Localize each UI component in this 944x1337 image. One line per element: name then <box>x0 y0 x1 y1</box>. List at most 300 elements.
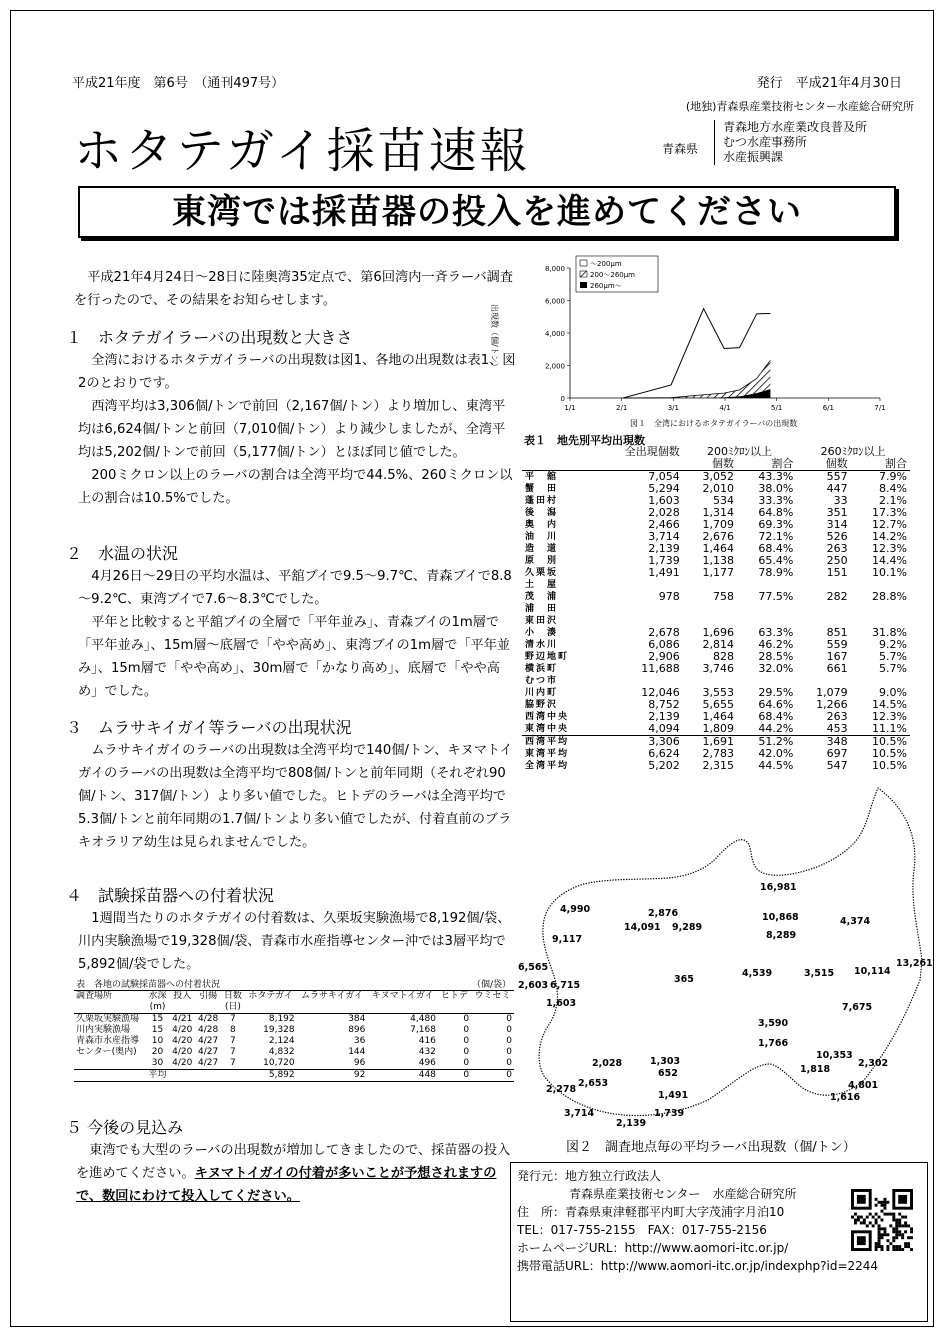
table-row <box>74 1058 514 1070</box>
table-cell: 6,624 <box>648 747 680 760</box>
table-cell: 12.3% <box>872 542 907 555</box>
station-value-label: 16,981 <box>760 882 797 893</box>
table-cell: 4,832 <box>268 1047 295 1057</box>
th-empty <box>522 458 594 471</box>
table-cell: 263 <box>826 542 848 555</box>
qr-code-icon <box>851 1189 913 1251</box>
x-tick-label: 6/1 <box>822 404 834 412</box>
table-cell: 559 <box>826 638 848 651</box>
table-cell: 3,052 <box>683 471 737 484</box>
table-cell: 1,809 <box>702 722 735 735</box>
table-cell: 2,139 <box>648 710 680 723</box>
table-row <box>522 603 910 615</box>
table-cell: 167 <box>826 650 848 663</box>
table-cell: 14.5% <box>872 698 907 711</box>
x-tick-label: 7/1 <box>874 404 886 412</box>
th-sub: (m) <box>146 1002 170 1014</box>
table-cell: 5.7% <box>879 662 907 675</box>
table-cell <box>74 1070 146 1082</box>
station-name: 小 湊 <box>525 628 559 638</box>
table-cell: 1,696 <box>702 626 735 639</box>
table-cell: 661 <box>826 662 848 675</box>
section-4-heading: ４ 試験採苗器への付着状況 <box>66 886 275 905</box>
station-value-label: 13,261 <box>896 958 933 969</box>
station-name: むつ市 <box>525 676 559 686</box>
table-cell: 2,678 <box>648 626 680 639</box>
place-name <box>74 1058 146 1070</box>
y-tick-label: 6,000 <box>544 297 565 306</box>
table-cell: 4/28 <box>198 1025 219 1035</box>
station-value-label: 9,117 <box>552 934 583 945</box>
table-cell: 384 <box>348 1014 366 1024</box>
table-cell: 10.5% <box>872 759 907 772</box>
station-name: 原 別 <box>525 556 559 566</box>
table-cell: 12.3% <box>872 710 907 723</box>
table-cell: 547 <box>826 759 848 772</box>
table-cell: 1,266 <box>816 698 848 711</box>
table-cell: 896 <box>348 1025 366 1035</box>
th-sub <box>169 1002 195 1014</box>
table-cell: 2.1% <box>879 494 907 507</box>
publisher-name-2: 青森県産業技術センター 水産総合研究所 <box>569 1187 797 1201</box>
table-cell: 7,054 <box>594 471 682 484</box>
table-cell: 1,709 <box>702 518 735 531</box>
table-cell: 2,124 <box>268 1036 295 1046</box>
table-cell: 平均 <box>146 1070 170 1082</box>
station-name: 東湾平均 <box>525 749 570 759</box>
station-value-label: 2,139 <box>616 1118 647 1129</box>
y-tick-label: 0 <box>560 395 565 403</box>
table-cell: 348 <box>796 736 850 749</box>
outlook-text: 東湾でも大型のラーバの出現数が増加してきましたので、採苗器の投入を進めてください。 <box>76 1143 511 1181</box>
table-cell: 0 <box>471 1070 514 1082</box>
table-cell: 0 <box>463 1025 470 1035</box>
table-cell <box>796 603 850 615</box>
th-sub <box>438 1002 471 1014</box>
table-cell: 697 <box>826 747 848 760</box>
table-cell: 1,177 <box>702 566 735 579</box>
station-value-label: 2,302 <box>858 1058 889 1069</box>
table-cell: 534 <box>713 494 735 507</box>
table-row <box>74 1014 514 1026</box>
intro-text: 平成21年4月24日～28日に陸奥湾35定点で、第6回湾内一斉ラーバ調査を行ったので、その結果をお知らせします。 <box>74 270 514 308</box>
th-umisemi: ウミセミ <box>471 991 514 1003</box>
average-row <box>74 1070 514 1082</box>
table-cell: 1,464 <box>702 542 735 555</box>
table-cell: 4/20 <box>172 1025 193 1035</box>
legend-swatch-2 <box>580 271 587 277</box>
table-cell: 5,892 <box>245 1070 297 1082</box>
table-cell <box>737 603 796 615</box>
section-3-heading: ３ ムラサキイガイ等ラーバの出現状況 <box>66 718 352 737</box>
table-cell: 0 <box>471 1058 514 1070</box>
section-2-para-2: 平年と比較すると平舘ブイの全層で「平年並み」、青森ブイの1m層で「平年並み」、15m層～底層で「やや高め」、東湾ブイの1m層で「平年並み」、15m層で「やや高め」、30m層で「かなり高め」、底層で「やや高め」でした。 <box>78 615 511 699</box>
intro <box>74 266 516 312</box>
table-cell: 5.7% <box>879 650 907 663</box>
station-value-label: 6,565 <box>518 962 549 973</box>
table-cell: 29.5% <box>758 686 794 699</box>
station-value-label: 3,590 <box>758 1018 789 1029</box>
attachment-table <box>74 990 514 1082</box>
table-cell: 4/20 <box>172 1036 193 1046</box>
station-value-label: 10,868 <box>762 912 799 923</box>
table-cell: 51.2% <box>737 736 796 749</box>
table-cell <box>594 603 682 615</box>
th-starfish: ヒトデ <box>438 991 471 1003</box>
station-name: 土 屋 <box>525 580 559 590</box>
table-cell: 78.9% <box>758 566 794 579</box>
table-cell: 144 <box>348 1047 366 1057</box>
table-cell: 8,192 <box>268 1014 295 1024</box>
station-value-label: 4,990 <box>560 904 591 915</box>
th-days: 日数 <box>221 991 245 1003</box>
table-cell: 10.5% <box>872 747 907 760</box>
place-name: 川内実験漁場 <box>76 1025 131 1035</box>
station-value-label: 2,603 <box>518 980 549 991</box>
station-name: 蟹 田 <box>525 484 559 494</box>
organization: (地独)青森県産業技術センター水産総合研究所 <box>685 100 914 113</box>
table-cell: 14.4% <box>872 554 907 567</box>
table-cell: 7 <box>230 1047 236 1057</box>
x-tick-label: 3/1 <box>667 404 679 412</box>
table-cell: 36 <box>353 1036 366 1046</box>
table-cell: 2,676 <box>702 530 735 543</box>
table-cell: 96 <box>297 1058 368 1070</box>
office-1: 青森地方水産業改良普及所 <box>723 120 868 134</box>
station-value-label: 652 <box>658 1068 678 1079</box>
station-value-label: 2,278 <box>546 1084 577 1095</box>
table-cell: 68.4% <box>758 710 794 723</box>
table-cell: 64.8% <box>758 506 794 519</box>
station-name: 浦 田 <box>525 604 559 614</box>
table-cell: 453 <box>826 722 848 735</box>
table-cell: 2,906 <box>648 650 680 663</box>
table-cell: 4/27 <box>198 1047 219 1057</box>
table2-title: 表 各地の試験採苗器への付着状況 <box>76 980 221 990</box>
table-cell: 2,010 <box>702 482 735 495</box>
section-2-heading: ２ 水温の状況 <box>66 544 179 563</box>
fig2-caption: 図２ 調査地点毎の平均ラーバ出現数（個/トン） <box>566 1140 856 1155</box>
station-name: 奥 内 <box>525 520 559 530</box>
table-cell: 5,202 <box>648 759 680 772</box>
table-cell: 557 <box>796 471 850 484</box>
th-out: 引揚 <box>195 991 221 1003</box>
th-empty <box>594 458 682 471</box>
table-cell: 12.7% <box>872 518 907 531</box>
station-value-label: 10,353 <box>816 1050 853 1061</box>
offices-list <box>714 120 867 165</box>
table-cell: 1,464 <box>702 710 735 723</box>
table-cell: 15 <box>151 1025 164 1035</box>
station-value-label: 2,653 <box>578 1078 609 1089</box>
table-header-sub-row <box>74 1002 514 1014</box>
station-name: 油 川 <box>525 532 559 542</box>
legend-1: ～200μm <box>590 260 622 268</box>
table-cell: 72.1% <box>758 530 794 543</box>
office-2: むつ水産事務所 <box>723 135 808 149</box>
contact-phone: TEL：017-755-2155 FAX：017-755-2156 <box>517 1223 767 1237</box>
fig1-chart <box>490 252 920 432</box>
table-cell: 496 <box>367 1058 438 1070</box>
table-cell: 69.3% <box>758 518 794 531</box>
station-name: 脇野沢 <box>525 700 559 710</box>
table-cell: 8,752 <box>648 698 680 711</box>
section-1-para-2: 西湾平均は3,306個/トンで前回（2,167個/トン）より増加し、東湾平均は6,624個/トンと前回（7,010個/トン）より減少しましたが、全湾平均は5,202個/トンで前回（5,177個/トン）とほぼ同じ値でした。 <box>78 399 506 460</box>
table-cell <box>683 603 737 615</box>
section-1-heading: １ ホタテガイラーバの出現数と大きさ <box>66 328 353 347</box>
table-cell: 19,328 <box>263 1025 295 1035</box>
station-value-label: 3,714 <box>564 1108 595 1119</box>
table-cell: 526 <box>826 530 848 543</box>
th-depth: 水深 <box>146 991 170 1003</box>
station-name: 久栗坂 <box>525 568 559 578</box>
fig2-map <box>518 780 933 1130</box>
table-cell: 9.2% <box>879 638 907 651</box>
table-cell <box>851 603 910 615</box>
table-cell: 11,688 <box>641 662 680 675</box>
table-row <box>74 1025 514 1036</box>
table-row <box>74 1047 514 1058</box>
table-cell: 3,306 <box>594 736 682 749</box>
th-scallop: ホタテガイ <box>245 991 297 1003</box>
legend-2: 200～260μm <box>590 271 635 279</box>
table-cell <box>221 1070 245 1082</box>
station-value-label: 4,374 <box>840 916 871 927</box>
table-cell: 44.5% <box>758 759 794 772</box>
station-name: 後 潟 <box>525 508 559 518</box>
table-cell: 2,783 <box>702 747 735 760</box>
table-cell: 4/21 <box>172 1014 193 1024</box>
table-cell: 6,086 <box>648 638 680 651</box>
table-cell: 416 <box>418 1036 436 1046</box>
x-tick-label: 4/1 <box>719 404 731 412</box>
table-cell: 4/20 <box>169 1058 195 1070</box>
section-3-para-1: ムラサキイガイのラーバの出現数は全湾平均で140個/トン、キヌマトイガイのラーバの出現数は全湾平均で808個/トンと前年同期（それぞれ90個/トン、317個/トン）より多い値でした。ヒトデのラーバは全湾平均で5.3個/トンと前年同期の1.7個/トンより多い値でしたが、付着直前のブラキオラリア幼生は見られませんでした。 <box>78 743 513 850</box>
station-name: 西湾中央 <box>525 712 570 722</box>
station-value-label: 4,539 <box>742 968 773 979</box>
station-value-label: 2,028 <box>592 1058 623 1069</box>
section-4-para-1: 1週間当たりのホタテガイの付着数は、久栗坂実験漁場で8,192個/袋、川内実験漁場で19,328個/袋、青森市水産指導センター沖では3層平均で5,892個/袋でした。 <box>78 911 511 972</box>
table-cell: 978 <box>658 590 680 603</box>
table-row <box>522 723 910 736</box>
station-value-label: 1,491 <box>658 1090 689 1101</box>
table-cell: 10.5% <box>851 736 910 749</box>
table-cell: 15 <box>151 1014 164 1024</box>
th-place: 調査場所 <box>74 991 146 1003</box>
table-cell: 33.3% <box>758 494 794 507</box>
table2-unit: （個/袋） <box>472 980 512 990</box>
table-cell: 447 <box>826 482 848 495</box>
table-cell: 4/27 <box>198 1036 219 1046</box>
place-name: 青森市水産指導 <box>76 1036 140 1046</box>
station-value-label: 4,801 <box>848 1080 879 1091</box>
station-value-label: 10,114 <box>854 966 891 977</box>
th-200: 200ﾐｸﾛﾝ以上 <box>707 445 773 458</box>
table-cell: 828 <box>713 650 735 663</box>
fig1-ylabel: 出現数（個/トン） <box>490 304 499 371</box>
contact-address: 住 所：青森県東津軽郡平内町大字茂浦字月泊10 <box>517 1205 785 1219</box>
table-cell: 351 <box>826 506 848 519</box>
th-empty <box>522 446 594 458</box>
table-cell: 63.3% <box>758 626 794 639</box>
th-ratio: 割合 <box>885 457 907 470</box>
table-cell: 65.4% <box>758 554 794 567</box>
issue-date: 発行 平成21年4月30日 <box>756 76 902 91</box>
x-tick-label: 1/1 <box>564 404 576 412</box>
station-name: 清水川 <box>525 640 559 650</box>
table-cell: 4,480 <box>410 1014 436 1024</box>
table-cell: 20 <box>151 1047 164 1057</box>
table-cell: 4/27 <box>195 1058 221 1070</box>
table-cell: 0 <box>463 1047 470 1057</box>
station-value-label: 6,715 <box>550 980 581 991</box>
place-name: 久栗坂実験漁場 <box>76 1014 140 1024</box>
th-kinuma: キヌマトイガイ <box>367 991 438 1003</box>
table-cell: 758 <box>713 590 735 603</box>
x-tick-label: 2/1 <box>616 404 628 412</box>
table-cell: 2,028 <box>648 506 680 519</box>
table-cell: 3,714 <box>648 530 680 543</box>
homepage-link[interactable]: ホームページURL：http://www.aomori-itc.or.jp/ <box>517 1241 789 1255</box>
th-total: 全出現個数 <box>624 445 680 458</box>
table-cell: 4/28 <box>198 1014 219 1024</box>
section-1-para-1: 全湾におけるホタテガイラーバの出現数は図1、各地の出現数は表1、図2のとおりです。 <box>78 353 516 391</box>
station-name: 西湾平均 <box>522 736 594 749</box>
section-4 <box>66 884 518 976</box>
station-value-label: 9,289 <box>672 922 703 933</box>
table-header-row <box>74 991 514 1003</box>
table-cell: 7,168 <box>410 1025 436 1035</box>
table-cell: 0 <box>438 1058 471 1070</box>
table-cell: 44.2% <box>758 722 794 735</box>
section-2-para-1: 4月26日～29日の平均水温は、平舘ブイで9.5～9.7℃、青森ブイで8.8～9.2℃、東湾ブイで7.6～8.3℃でした。 <box>78 569 512 607</box>
th-mussel: ムラサキイガイ <box>297 991 368 1003</box>
station-name: 蓬田村 <box>525 496 559 506</box>
table-cell: 12,046 <box>641 686 680 699</box>
fig1-caption: 図１ 全湾におけるホタテガイラーバの出現数 <box>630 419 798 428</box>
table-row <box>522 663 910 675</box>
page-title: ホタテガイ採苗速報 <box>74 123 531 179</box>
table-cell <box>195 1070 221 1082</box>
station-name: 東田沢 <box>525 616 559 626</box>
table-cell: 1,603 <box>648 494 680 507</box>
table-cell: 1,314 <box>702 506 735 519</box>
th-sub <box>367 1002 438 1014</box>
station-value-label: 1,303 <box>650 1056 681 1067</box>
table-cell: 2,139 <box>648 542 680 555</box>
station-value-label: 365 <box>674 974 694 985</box>
table-cell: 11.1% <box>872 722 907 735</box>
table-cell: 263 <box>826 710 848 723</box>
th-sub: (日) <box>221 1002 245 1014</box>
station-value-label: 14,091 <box>624 922 661 933</box>
table-cell: 46.2% <box>758 638 794 651</box>
table-cell: 92 <box>297 1070 368 1082</box>
table-cell: 250 <box>826 554 848 567</box>
table-cell: 1,739 <box>648 554 680 567</box>
station-name: 横浜町 <box>525 664 559 674</box>
table-cell: 0 <box>506 1047 512 1057</box>
table-cell: 0 <box>506 1014 512 1024</box>
outlook-bold: キヌマトイガイの付着が多いことが予想されますので、数回にわけて投入してください。 <box>76 1166 497 1204</box>
table-cell: 43.3% <box>737 471 796 484</box>
publisher-name-1: 地方独立行政法人 <box>565 1169 662 1183</box>
station-value-label: 2,876 <box>648 908 679 919</box>
legend-3: 260μm～ <box>590 282 622 290</box>
table-cell: 0 <box>506 1036 512 1046</box>
th-sub <box>74 1002 146 1014</box>
fig1-legend <box>576 256 658 292</box>
station-value-label: 3,515 <box>804 968 835 979</box>
station-name: 野辺地町 <box>525 652 570 662</box>
place-name: センター(奥内) <box>76 1047 137 1057</box>
x-tick-label: 5/1 <box>771 404 783 412</box>
table-cell: 8.4% <box>879 482 907 495</box>
table-cell: 1,691 <box>683 736 737 749</box>
contact-box <box>510 1162 928 1322</box>
table-row <box>522 567 910 579</box>
legend-swatch-1 <box>580 260 587 266</box>
station-value-label: 1,818 <box>800 1064 831 1075</box>
section-1 <box>66 326 518 510</box>
table-cell: 10.1% <box>872 566 907 579</box>
section-3 <box>66 716 518 854</box>
table-row <box>522 591 910 603</box>
table1-title: 表１ 地先別平均出現数 <box>524 434 645 447</box>
y-tick-label: 2,000 <box>544 362 565 371</box>
table-cell: 0 <box>463 1036 470 1046</box>
th-sub <box>195 1002 221 1014</box>
table-cell: 10 <box>151 1036 164 1046</box>
table-cell: 3,746 <box>702 662 735 675</box>
y-tick-label: 8,000 <box>544 265 565 273</box>
table-cell: 0 <box>438 1070 471 1082</box>
table-cell: 8 <box>230 1025 236 1035</box>
table-cell: 4/20 <box>172 1047 193 1057</box>
table-cell: 32.0% <box>758 662 794 675</box>
table-cell: 77.5% <box>758 590 794 603</box>
table-cell: 10,720 <box>245 1058 297 1070</box>
table-cell: 7 <box>230 1014 236 1024</box>
table-header-row-2 <box>522 458 910 471</box>
headline: 東湾では採苗器の投入を進めてください <box>78 186 896 238</box>
mobile-link[interactable]: 携帯電話URL：http://www.aomori-itc.or.jp/indexphp?id=2244 <box>517 1259 879 1273</box>
th-in: 投入 <box>169 991 195 1003</box>
station-name: 川内町 <box>525 688 559 698</box>
table-cell: 0 <box>506 1025 512 1035</box>
table-cell: 28.8% <box>872 590 907 603</box>
table-cell: 3,553 <box>702 686 735 699</box>
table-cell: 17.3% <box>872 506 907 519</box>
table-cell: 14.2% <box>872 530 907 543</box>
table-cell: 7.9% <box>851 471 910 484</box>
table-cell: 5,655 <box>702 698 735 711</box>
section-5-text <box>66 1139 512 1208</box>
table-cell: 7 <box>230 1036 236 1046</box>
table-cell <box>169 1070 195 1082</box>
station-value-label: 1,603 <box>546 998 577 1009</box>
table-cell: 1,138 <box>702 554 735 567</box>
prefecture: 青森県 <box>662 142 699 156</box>
th-ratio: 割合 <box>771 457 794 470</box>
y-tick-label: 4,000 <box>544 330 565 338</box>
table-cell: 2,466 <box>648 518 680 531</box>
table-cell: 314 <box>826 518 848 531</box>
station-name: 造 道 <box>525 544 559 554</box>
table-cell: 68.4% <box>758 542 794 555</box>
table-cell: 31.8% <box>872 626 907 639</box>
station-value-label: 1,766 <box>758 1038 789 1049</box>
